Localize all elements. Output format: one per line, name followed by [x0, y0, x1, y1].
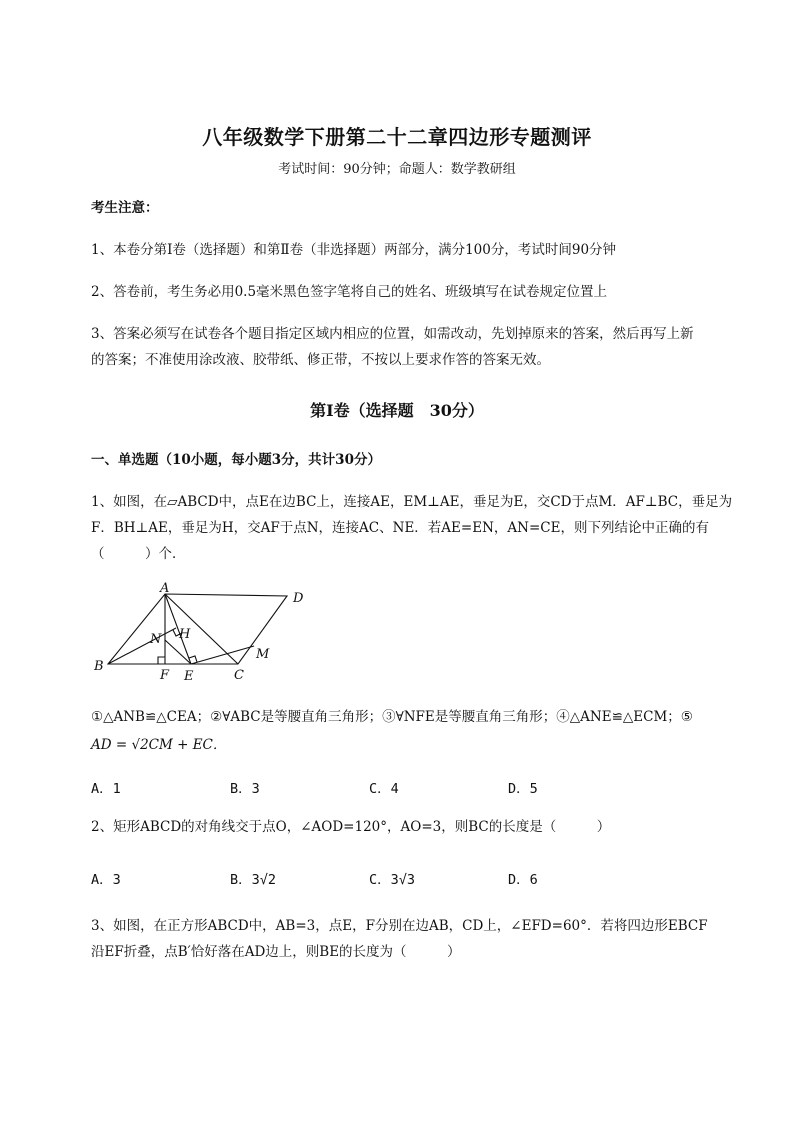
label-f: F: [160, 668, 170, 683]
notice-item-1: 1、本卷分第I卷（选择题）和第Ⅱ卷（非选择题）两部分，满分100分，考试时间90分钟: [91, 242, 617, 258]
q1-option-c[interactable]: C．4: [369, 781, 399, 797]
label-c: C: [234, 668, 244, 683]
label-d: D: [293, 591, 304, 606]
label-n: N: [150, 632, 162, 647]
q3-text-line1: 3、如图，在正方形ABCD中，AB=3，点E，F分别在边AB，CD上，∠EFD=60°．若将四边形EBCF: [91, 918, 708, 934]
q1-option-a[interactable]: A．1: [91, 781, 121, 797]
part-heading: 一、单选题（10小题，每小题3分，共计30分）: [91, 452, 381, 468]
notice-item-3: 3、答案必须写在试卷各个题目指定区域内相应的位置，如需改动，先划掉原来的答案，然后再写上新: [91, 326, 694, 342]
q2-option-c[interactable]: C．3√3: [369, 872, 416, 888]
q1-option-d[interactable]: D．5: [508, 781, 538, 797]
q3-text-line2: 沿EF折叠，点B′恰好落在AD边上，则BE的长度为（ ）: [91, 944, 461, 960]
q2-text: 2、矩形ABCD的对角线交于点O，∠AOD=120°，AO=3，则BC的长度是（ ）: [91, 819, 611, 835]
label-a: A: [160, 582, 170, 596]
label-b: B: [94, 659, 104, 674]
label-m: M: [256, 647, 270, 662]
q1-figure: [88, 582, 328, 686]
q1-option-b[interactable]: B．3: [230, 781, 260, 797]
q1-conclusions-line1: ①△ANB≌△CEA；②∀ABC是等腰直角三角形；③∀NFE是等腰直角三角形；④△ANE≌△ECM；⑤: [91, 709, 693, 725]
q2-option-a[interactable]: A．3: [91, 872, 121, 888]
notice-item-2: 2、答卷前，考生务必用0.5毫米黑色签字笔将自己的姓名、班级填写在试卷规定位置上: [91, 284, 608, 300]
label-h: H: [179, 627, 191, 642]
right-angle-f: [158, 657, 165, 664]
notice-item-3-cont: 的答案；不准使用涂改液、胶带纸、修正带，不按以上要求作答的答案无效。: [91, 352, 550, 368]
q2-option-b[interactable]: B．3√2: [230, 872, 277, 888]
section-title: 第I卷（选择题 30分）: [310, 401, 484, 420]
segment-bh: [108, 628, 176, 664]
label-e: E: [184, 669, 194, 684]
page-title: 八年级数学下册第二十二章四边形专题测评: [202, 125, 592, 149]
q1-text-line3: （ ）个．: [91, 546, 186, 562]
notice-heading: 考生注意：: [91, 200, 159, 216]
q1-conclusions-line2: AD = √2CM + EC．: [91, 737, 227, 753]
q1-text-line2: F．BH⊥AE，垂足为H，交AF于点N，连接AC、NE．若AE=EN，AN=CE，则下列结论中正确的有: [91, 520, 709, 536]
q1-text-line1: 1、如图，在▱ABCD中，点E在边BC上，连接AE，EM⊥AE，垂足为E，交CD于点M．AF⊥BC，垂足为: [91, 494, 733, 510]
exam-info: 考试时间：90分钟；命题人：数学教研组: [278, 162, 516, 177]
q2-option-d[interactable]: D．6: [508, 872, 538, 888]
